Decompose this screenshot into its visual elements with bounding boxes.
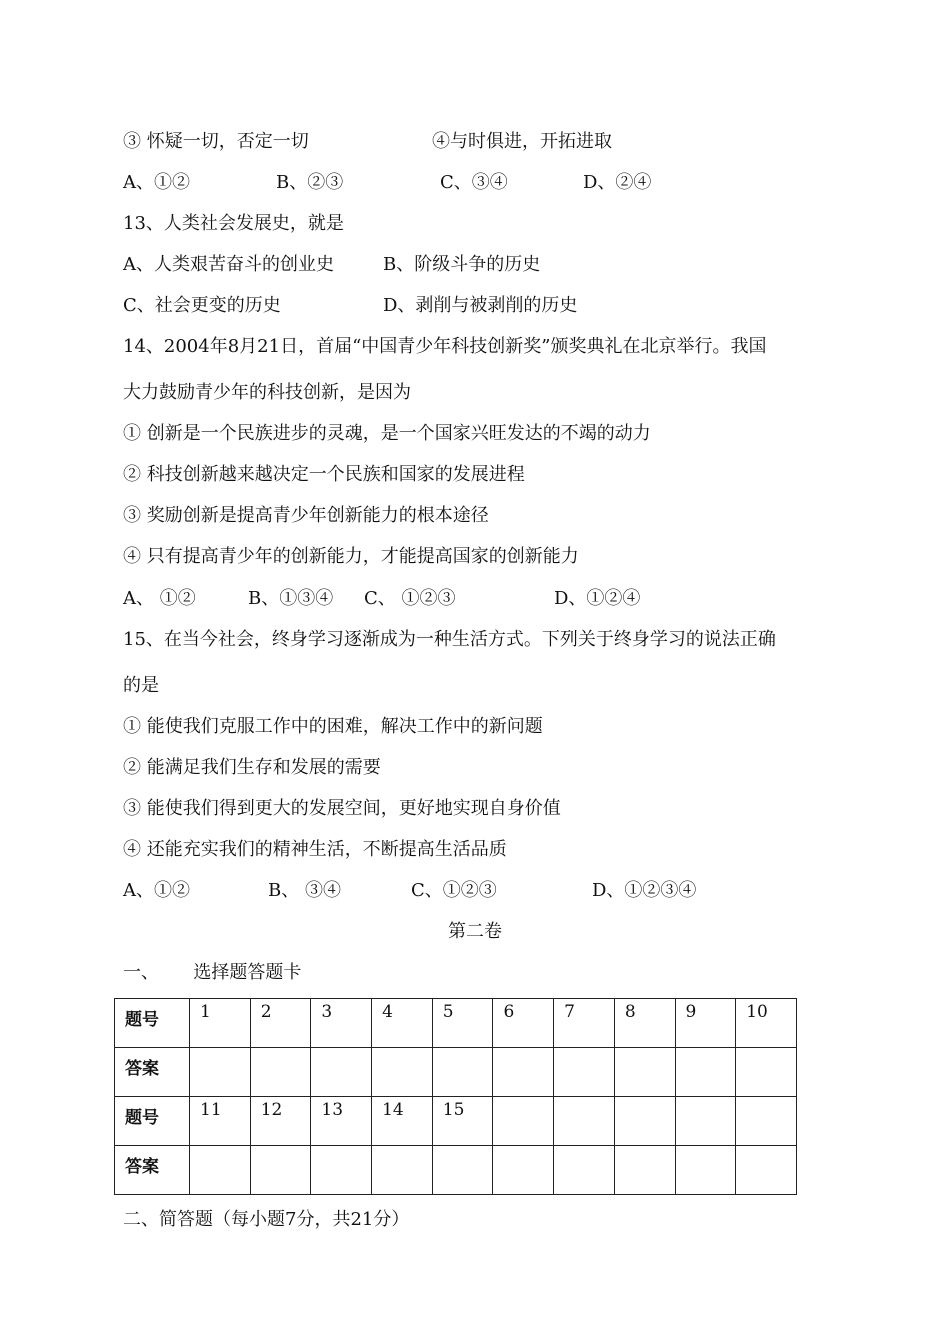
answer-cell[interactable] xyxy=(250,1048,311,1097)
row-label-question: 题号 xyxy=(115,1097,190,1146)
answer-cell[interactable] xyxy=(736,1146,797,1195)
q13-option-c: C、社会更变的历史 xyxy=(123,295,281,316)
section-two-title: 二、简答题（每小题7分，共21分） xyxy=(123,1209,410,1230)
answer-cell[interactable] xyxy=(190,1048,251,1097)
row-label-answer: 答案 xyxy=(115,1048,190,1097)
question-number-cell: 14 xyxy=(372,1097,433,1146)
answer-card-row-answers-2 xyxy=(115,1146,797,1195)
question-number-cell: 1 xyxy=(190,999,251,1048)
q12-option-b: B、②③ xyxy=(276,172,344,193)
q15-item-3: ③ 能使我们得到更大的发展空间，更好地实现自身价值 xyxy=(123,798,561,819)
q15-option-c: C、①②③ xyxy=(411,880,497,901)
question-number-cell: 6 xyxy=(493,999,554,1048)
q15-item-4: ④ 还能充实我们的精神生活，不断提高生活品质 xyxy=(123,839,507,860)
question-number-cell: 11 xyxy=(190,1097,251,1146)
question-number-cell: 10 xyxy=(736,999,797,1048)
q14-item-2: ② 科技创新越来越决定一个民族和国家的发展进程 xyxy=(123,464,525,485)
q14-item-3: ③ 奖励创新是提高青少年创新能力的根本途径 xyxy=(123,505,489,526)
answer-cell[interactable] xyxy=(675,1048,736,1097)
question-number-cell: 13 xyxy=(311,1097,372,1146)
question-number-cell xyxy=(614,1097,675,1146)
answer-cell[interactable] xyxy=(614,1048,675,1097)
answer-cell[interactable] xyxy=(432,1146,493,1195)
answer-cell[interactable] xyxy=(554,1146,615,1195)
question-number-cell: 15 xyxy=(432,1097,493,1146)
question-number-cell xyxy=(736,1097,797,1146)
q14-item-4: ④ 只有提高青少年的创新能力，才能提高国家的创新能力 xyxy=(123,546,579,567)
question-number-cell: 5 xyxy=(432,999,493,1048)
question-number-cell xyxy=(493,1097,554,1146)
q14-stem-line1: 14、2004年8月21日，首届“中国青少年科技创新奖”颁奖典礼在北京举行。我国 xyxy=(123,336,767,357)
question-number-cell: 7 xyxy=(554,999,615,1048)
q15-item-2: ② 能满足我们生存和发展的需要 xyxy=(123,757,381,778)
q12-option-d: D、②④ xyxy=(583,172,652,193)
answer-cell[interactable] xyxy=(614,1146,675,1195)
q15-stem-line1: 15、在当今社会，终身学习逐渐成为一种生活方式。下列关于终身学习的说法正确 xyxy=(123,629,776,650)
question-number-cell: 2 xyxy=(250,999,311,1048)
part-two-title: 第二卷 xyxy=(448,921,502,942)
question-number-cell: 4 xyxy=(372,999,433,1048)
answer-cell[interactable] xyxy=(493,1048,554,1097)
q14-option-a: A、 ①② xyxy=(123,588,196,609)
answer-card-row-answers-1 xyxy=(115,1048,797,1097)
answer-cell[interactable] xyxy=(311,1146,372,1195)
q12-item-4: ④与时俱进，开拓进取 xyxy=(432,131,612,152)
q14-stem-line2: 大力鼓励青少年的科技创新，是因为 xyxy=(123,382,411,403)
answer-cell[interactable] xyxy=(190,1146,251,1195)
question-number-cell xyxy=(675,1097,736,1146)
q15-item-1: ① 能使我们克服工作中的困难，解决工作中的新问题 xyxy=(123,716,543,737)
answer-cell[interactable] xyxy=(432,1048,493,1097)
answer-cell[interactable] xyxy=(554,1048,615,1097)
q13-stem: 13、人类社会发展史，就是 xyxy=(123,213,344,234)
q13-option-b: B、阶级斗争的历史 xyxy=(383,254,541,275)
question-number-cell: 3 xyxy=(311,999,372,1048)
q14-option-d: D、①②④ xyxy=(554,588,641,609)
q15-option-b: B、 ③④ xyxy=(268,880,341,901)
question-number-cell: 12 xyxy=(250,1097,311,1146)
answer-cell[interactable] xyxy=(250,1146,311,1195)
question-number-cell: 8 xyxy=(614,999,675,1048)
question-number-cell xyxy=(554,1097,615,1146)
q14-option-b: B、①③④ xyxy=(248,588,334,609)
answer-cell[interactable] xyxy=(372,1048,433,1097)
q13-option-d: D、剥削与被剥削的历史 xyxy=(383,295,578,316)
answer-card-table xyxy=(114,998,797,1195)
q12-option-a: A、①② xyxy=(123,172,190,193)
q14-option-c: C、 ①②③ xyxy=(364,588,456,609)
q12-item-3: ③ 怀疑一切，否定一切 xyxy=(123,131,309,152)
answer-cell[interactable] xyxy=(372,1146,433,1195)
answer-card-row-numbers-1 xyxy=(115,999,797,1048)
answer-card-row-numbers-2 xyxy=(115,1097,797,1146)
q15-option-a: A、①② xyxy=(123,880,190,901)
answer-cell[interactable] xyxy=(493,1146,554,1195)
row-label-question: 题号 xyxy=(115,999,190,1048)
q15-stem-line2: 的是 xyxy=(123,675,159,696)
answer-cell[interactable] xyxy=(311,1048,372,1097)
row-label-answer: 答案 xyxy=(115,1146,190,1195)
q13-option-a: A、人类艰苦奋斗的创业史 xyxy=(123,254,334,275)
section-one-title: 一、 选择题答题卡 xyxy=(123,962,302,983)
q14-item-1: ① 创新是一个民族进步的灵魂，是一个国家兴旺发达的不竭的动力 xyxy=(123,423,651,444)
answer-cell[interactable] xyxy=(675,1146,736,1195)
question-number-cell: 9 xyxy=(675,999,736,1048)
q15-option-d: D、①②③④ xyxy=(592,880,697,901)
q12-option-c: C、③④ xyxy=(440,172,508,193)
answer-cell[interactable] xyxy=(736,1048,797,1097)
